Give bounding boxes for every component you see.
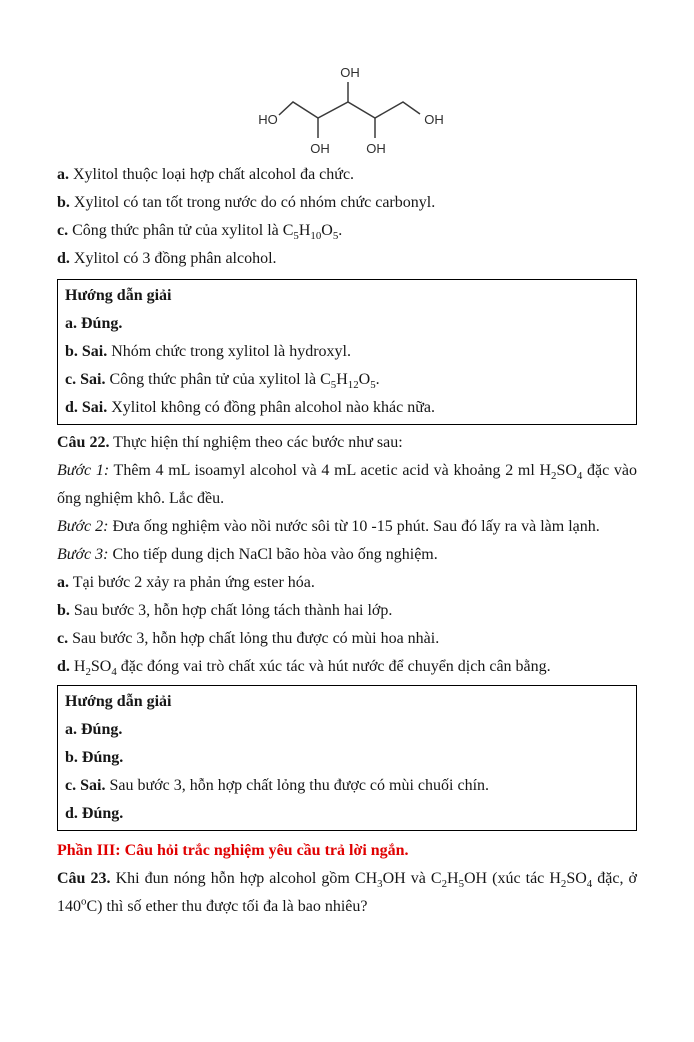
question-number: Câu 23. [57,870,111,887]
q22-step-2 [57,513,637,541]
option-text: Xylitol thuộc loại hợp chất alcohol đa chức. [69,166,355,183]
solution-line-b [65,338,629,366]
step-label: Bước 3: [57,546,109,563]
part3-section-heading: Phần III: Câu hỏi trắc nghiệm yêu cầu trả lời ngắn. [57,842,409,859]
q22-option-a [57,569,637,597]
step-label: Bước 1: [57,462,110,479]
option-text: Tại bước 2 xảy ra phản ứng ester hóa. [69,574,315,591]
q22-step-3 [57,541,637,569]
document-page [0,60,694,921]
verdict-label: d. Đúng. [65,805,124,822]
verdict-label: c. Sai. [65,371,106,388]
solution-line-b [65,744,629,772]
q23-heading [57,865,637,921]
verdict-label: b. Sai. [65,343,108,360]
solution-box-q21 [57,279,637,425]
step-text: Cho tiếp dung dịch NaCl bão hòa vào ống nghiệm. [108,546,438,563]
option-text: Xylitol có 3 đồng phân alcohol. [69,250,277,267]
step-label: Bước 2: [57,518,109,535]
option-label: d. [57,658,70,675]
q21-option-b [57,189,637,217]
option-text: Sau bước 3, hỗn hợp chất lỏng tách thành hai lớp. [69,602,393,619]
solution-title: Hướng dẫn giải [65,693,172,710]
step-text: Đưa ống nghiệm vào nồi nước sôi từ 10 -15 phút. Sau đó lấy ra và làm lạnh. [108,518,600,535]
verdict-label: a. Đúng. [65,315,123,332]
hydroxyl-label-right: OH [424,112,444,127]
q22-step-1 [57,457,637,513]
solution-line-d [65,394,629,422]
option-label: b. [57,194,70,211]
option-label: c. [57,222,69,239]
solution-line-a [65,310,629,338]
solution-line-d [65,800,629,828]
hydroxyl-label-top: OH [340,65,360,80]
verdict-label: c. Sai. [65,777,106,794]
option-text: Sau bước 3, hỗn hợp chất lỏng thu được có mùi hoa nhài. [68,630,440,647]
option-text: Xylitol có tan tốt trong nước do có nhóm chức carbonyl. [69,194,436,211]
solution-box-q22 [57,685,637,831]
step-text: Thêm 4 mL isoamyl alcohol và 4 mL acetic acid và khoảng 2 ml $H_2SO_4$ đặc vào ống nghiệm khô. Lắc đều. [57,462,638,507]
q21-option-d [57,245,637,273]
solution-title: Hướng dẫn giải [65,287,172,304]
question-text: Khi đun nóng hỗn hợp alcohol gồm $CH_3OH$ và $C_2H_5OH$ (xúc tác $H_2SO_4$ đặc, ở 140$^o$C) thì số ether thu được tối đa là bao nhiêu? [57,870,637,915]
q21-option-c [57,217,637,245]
verdict-label: b. Đúng. [65,749,124,766]
question-number: Câu 22. [57,434,110,451]
hydroxyl-label-bottom-right: OH [366,141,386,156]
option-label: b. [57,602,70,619]
question-text: Thực hiện thí nghiệm theo các bước như sau: [109,434,403,451]
option-label: a. [57,574,69,591]
carbon-chain-bond [279,102,420,118]
verdict-text: Nhóm chức trong xylitol là hydroxyl. [107,343,351,360]
verdict-label: a. Đúng. [65,721,123,738]
hydroxyl-label-left: HO [258,112,278,127]
xylitol-structure-diagram [250,60,450,160]
option-label: d. [57,250,70,267]
q22-heading [57,429,637,457]
solution-line-c [65,772,629,800]
q22-option-d [57,653,637,681]
verdict-label: d. Sai. [65,399,108,416]
hydroxyl-label-bottom-left: OH [310,141,330,156]
option-text: $H_2SO_4$ đặc đóng vai trò chất xúc tác và hút nước để chuyển dịch cân bằng. [69,658,551,679]
option-label: c. [57,630,69,647]
q22-option-c [57,625,637,653]
q22-option-b [57,597,637,625]
solution-line-a [65,716,629,744]
option-label: a. [57,166,69,183]
solution-line-c [65,366,629,394]
verdict-text: Xylitol không có đồng phân alcohol nào khác nữa. [107,399,435,416]
verdict-text: Công thức phân tử của xylitol là $C_5H_{12}O_5$. [105,371,380,392]
option-text: Công thức phân tử của xylitol là $C_5H_{10}O_5$. [68,222,343,243]
verdict-text: Sau bước 3, hỗn hợp chất lỏng thu được có mùi chuối chín. [105,777,490,794]
q21-option-a [57,161,637,189]
